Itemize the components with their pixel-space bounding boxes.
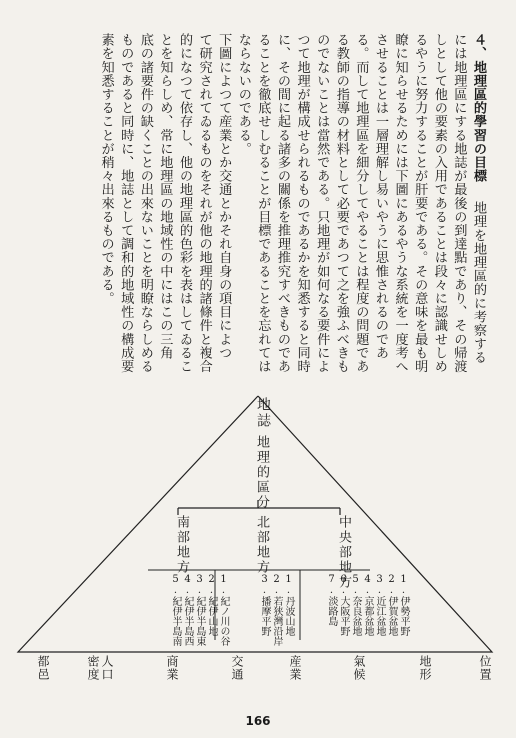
base-factor: 位置 (478, 655, 492, 681)
region-item: 7.淡路島 (326, 574, 337, 626)
text-column: ものであると同時に、地誌として調和的地域性の構成要 (118, 33, 134, 373)
base-factor: 産業 (288, 655, 302, 681)
text-column: ならないのである。 (235, 33, 251, 156)
region-item: 1.丹波山地 (283, 574, 294, 636)
text-column: とを知らしめ、常に地理區の地域性の中にはこの三角 (157, 33, 173, 360)
region-item: 5.奈良盆地 (350, 574, 361, 636)
region-item: 2.紀伊山地 (206, 574, 217, 636)
region-item: 3.紀伊半島東 (194, 574, 205, 646)
base-factor: 氣候 (352, 655, 366, 681)
region-north-label: 北部地方 (254, 515, 269, 575)
region-item: 4.京都盆地 (362, 574, 373, 636)
base-factor: 人口 (100, 655, 114, 681)
text-column: て研究されてゐるものをそれが他の地理的諸條件と複合 (196, 33, 212, 373)
region-item: 2.伊賀盆地 (386, 574, 397, 636)
base-factor: 密度 (86, 655, 100, 681)
region-central-label: 中央部地方 (336, 515, 351, 590)
text-column: 的になつて依存し、他の地理區的色彩を表はしてゐるこ (177, 33, 192, 373)
region-item: 4.紀伊半島西 (182, 574, 193, 646)
text-column: つて地理が構成せられるものであるかを知悉すると同時 (294, 33, 310, 373)
text-column: るやうに努力することが肝要である。その意味を最も明 (412, 33, 428, 373)
text-column: に、その間に起る諸多の關係を推理推究すべきものであ (275, 33, 290, 373)
region-item: 6.大阪平野 (338, 574, 349, 636)
region-item: 1.伊勢平野 (398, 574, 409, 636)
base-factor: 都邑 (36, 655, 50, 681)
text-column: 底の諸要件の缺くことの出來ないことを明瞭ならしめる (137, 33, 153, 373)
region-item: 5.紀伊半島南 (170, 574, 181, 646)
section-heading: ４、地理區的學習の目標 (471, 33, 486, 183)
region-item: 3.播摩平野 (259, 574, 270, 636)
text-column: させることは一層理解し易いやうに思惟されるのであ (373, 33, 388, 360)
text-column: のでないことは當然である。只地理が如何なる要件によ (314, 33, 330, 373)
apex-sub-label: 地理的區分 (254, 435, 269, 510)
text-column: には地理區にする地誌が最後の到達點であり、その帰渡 (451, 33, 467, 373)
text-column: る。而して地理區を細分してやることは程度の問題であ (353, 33, 369, 373)
base-factor: 地形 (418, 655, 432, 681)
text-column: 下圖によつて産業とか交通とかそれ自身の項目によつ (216, 33, 232, 360)
text-column: 地理を地理區的に考察する (471, 201, 486, 365)
region-item: 2.若狭灣沿岸 (271, 574, 282, 646)
text-column: ることを徹底せしむることが目標であることを忘れては (255, 33, 271, 373)
base-factor: 交通 (230, 655, 244, 681)
region-south-label: 南部地方 (174, 515, 189, 575)
text-column: 素を知悉することが稍々出來るものである。 (98, 33, 114, 305)
region-item: 1.紀ノ川の谷 (218, 574, 229, 646)
text-column: 瞭に知らせるためには下圖にあるやうな系統を一度考へ (392, 33, 408, 373)
text-column: る教師の指導の材料として必要であつて之を強ふべきも (333, 33, 349, 373)
base-factor: 商業 (165, 655, 179, 681)
apex-label: 地誌 (255, 397, 271, 429)
text-column: しとして他の要素の入用であることは段々に認識せしめ (431, 33, 447, 373)
page-number: 166 (245, 714, 271, 728)
region-item: 3.近江盆地 (374, 574, 385, 636)
